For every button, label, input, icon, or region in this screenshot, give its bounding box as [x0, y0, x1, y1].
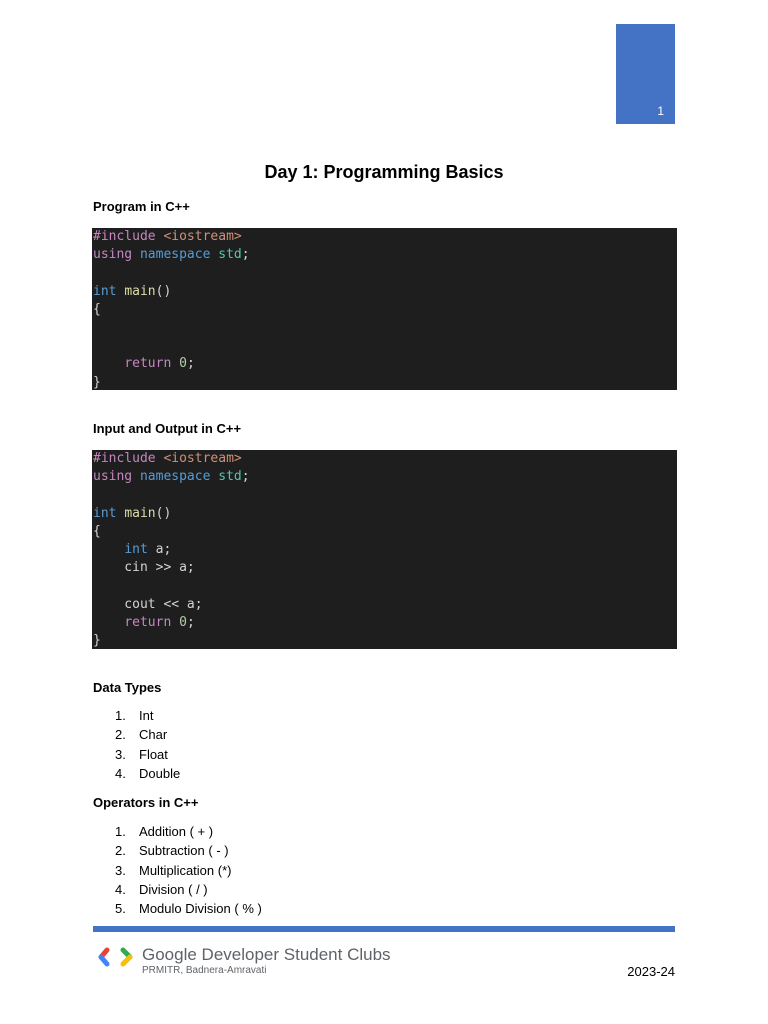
code-token: std [218, 247, 242, 263]
gdsc-logo-icon [97, 947, 135, 967]
list-item-number: 3. [115, 862, 126, 878]
code-line [93, 559, 677, 577]
code-line [93, 486, 677, 504]
code-token: <iostream> [163, 229, 242, 244]
code-line [93, 228, 677, 246]
list-item-number: 5. [115, 901, 126, 917]
section-heading-data-types: Data Types [93, 680, 162, 695]
section-heading-operators: Operators in C++ [93, 795, 199, 810]
code-line [93, 577, 677, 595]
code-token: ; [241, 469, 250, 485]
code-token: using [93, 247, 140, 263]
list-item-number: 4. [115, 765, 126, 781]
list-item-label: Double [139, 765, 181, 781]
code-token: ; [186, 356, 195, 372]
code-line [93, 632, 677, 649]
code-line [93, 468, 677, 486]
code-token: { [93, 301, 101, 317]
page-title: Day 1: Programming Basics [264, 162, 504, 182]
code-token [93, 356, 124, 371]
list-item-label: Int [139, 708, 154, 723]
code-token: return [124, 356, 180, 372]
code-line [93, 283, 677, 301]
code-line [93, 301, 677, 319]
code-token: using [93, 469, 140, 485]
section-heading-program: Program in C++ [93, 199, 190, 214]
code-line [93, 596, 677, 614]
code-token: { [93, 523, 101, 539]
footer-year: 2023-24 [627, 964, 675, 979]
code-token: return [124, 614, 180, 630]
code-token: main [124, 283, 156, 299]
code-token: std [218, 469, 242, 485]
list-item-label: Float [139, 746, 168, 762]
footer-divider [93, 926, 675, 932]
code-token: 0 [179, 614, 187, 630]
code-token: int [93, 505, 125, 521]
list-item-label: Char [139, 727, 168, 743]
list-item-label: Subtraction ( - ) [139, 843, 229, 859]
code-token: #include [93, 229, 164, 244]
code-token: cout << a; [93, 596, 203, 612]
code-line [93, 246, 677, 264]
section-heading-io: Input and Output in C++ [93, 421, 242, 436]
gdsc-org-subtitle: PRMITR, Badnera-Amravati [142, 965, 267, 976]
code-line [93, 450, 677, 468]
page-number: 1 [657, 104, 664, 118]
list-item-label: Multiplication (*) [139, 862, 232, 878]
list-item-number: 4. [115, 881, 126, 897]
code-token: namespace [139, 247, 219, 263]
page-number-tab [616, 24, 675, 124]
code-token: } [93, 374, 101, 390]
code-token: #include [93, 451, 164, 466]
list-item-label: Division ( / ) [139, 881, 208, 897]
code-line [93, 505, 677, 523]
code-token: int [93, 283, 125, 299]
list-item-number: 2. [115, 727, 126, 743]
code-line [93, 523, 677, 541]
list-item-number: 3. [115, 746, 126, 762]
code-token: int [124, 541, 156, 557]
gdsc-org-name: Google Developer Student Clubs [142, 945, 391, 964]
list-item-number: 2. [115, 843, 126, 859]
code-token: namespace [139, 469, 219, 485]
code-token: main [124, 505, 156, 521]
code-token: <iostream> [163, 451, 242, 466]
code-line [93, 374, 677, 391]
code-token: a; [155, 541, 172, 557]
code-token: () [155, 283, 172, 299]
code-block-program [92, 228, 677, 390]
code-line [93, 319, 677, 337]
code-line [93, 337, 677, 355]
code-line [93, 355, 677, 373]
code-token: cin >> a; [93, 560, 195, 576]
code-token [93, 542, 124, 557]
code-line [93, 264, 677, 282]
code-line [93, 541, 677, 559]
list-item-number: 1. [115, 824, 126, 839]
code-token: () [155, 505, 172, 521]
code-token: ; [186, 614, 195, 630]
code-token: } [93, 632, 101, 648]
code-token [93, 615, 124, 630]
code-line [93, 614, 677, 632]
list-item-label: Addition ( + ) [139, 824, 214, 839]
code-token: ; [241, 247, 250, 263]
list-item-number: 1. [115, 708, 126, 723]
code-token: 0 [179, 356, 187, 372]
list-item-label: Modulo Division ( % ) [139, 901, 262, 917]
code-block-io [92, 450, 677, 649]
